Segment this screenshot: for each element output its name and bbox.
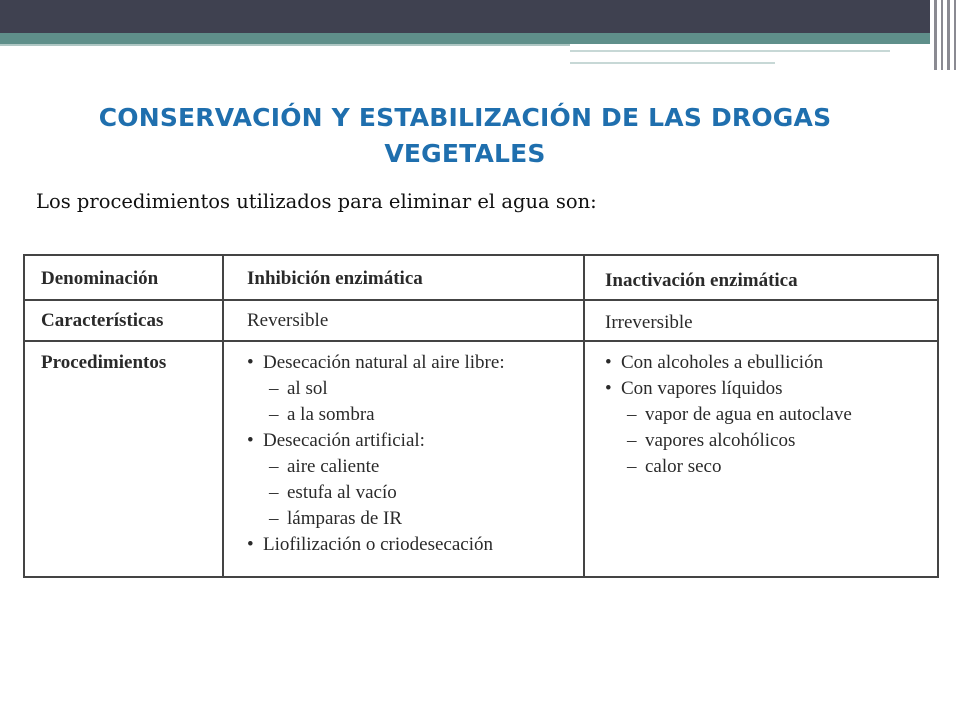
list-item: – vapor de agua en autoclave xyxy=(605,402,852,428)
right-decor-stripes xyxy=(932,0,960,70)
list-item: • Con vapores líquidos xyxy=(605,376,852,402)
col-header-inactivacion: Inactivación enzimática xyxy=(605,270,798,291)
table-divider xyxy=(583,256,585,576)
intro-text: Los procedimientos utilizados para eliminar el agua son: xyxy=(36,190,597,213)
accent-decor-bar xyxy=(0,33,930,44)
table-divider xyxy=(25,299,937,301)
list-item: – estufa al vacío xyxy=(247,480,505,506)
row-header-procedimientos: Procedimientos xyxy=(41,352,167,373)
decor-line xyxy=(0,44,570,46)
top-decor-bar xyxy=(0,0,930,33)
procedimientos-inactivacion xyxy=(605,350,852,480)
list-item: – aire caliente xyxy=(247,454,505,480)
decor-line xyxy=(570,50,890,52)
list-item: • Desecación artificial: xyxy=(247,428,505,454)
table-divider xyxy=(25,340,937,342)
slide-title-line1: CONSERVACIÓN Y ESTABILIZACIÓN DE LAS DROGAS xyxy=(98,103,832,132)
slide-title xyxy=(0,100,930,172)
row-header-caracteristicas: Características xyxy=(41,310,164,331)
list-item: – al sol xyxy=(247,376,505,402)
list-item: • Desecación natural al aire libre: xyxy=(247,350,505,376)
list-item: – vapores alcohólicos xyxy=(605,428,852,454)
table-divider xyxy=(222,256,224,576)
procedimientos-inhibicion xyxy=(247,350,505,558)
list-item: • Liofilización o criodesecación xyxy=(247,532,505,558)
row-header-denominacion: Denominación xyxy=(41,268,159,289)
list-item: – calor seco xyxy=(605,454,852,480)
col-header-inhibicion: Inhibición enzimática xyxy=(247,268,423,289)
caracteristica-inhibicion: Reversible xyxy=(247,310,329,331)
procedures-table-image xyxy=(23,254,939,578)
caracteristica-inactivacion: Irreversible xyxy=(605,312,693,333)
list-item: • Con alcoholes a ebullición xyxy=(605,350,852,376)
decor-line xyxy=(570,62,775,64)
list-item: – lámparas de IR xyxy=(247,506,505,532)
slide-title-line2: VEGETALES xyxy=(384,139,546,168)
list-item: – a la sombra xyxy=(247,402,505,428)
